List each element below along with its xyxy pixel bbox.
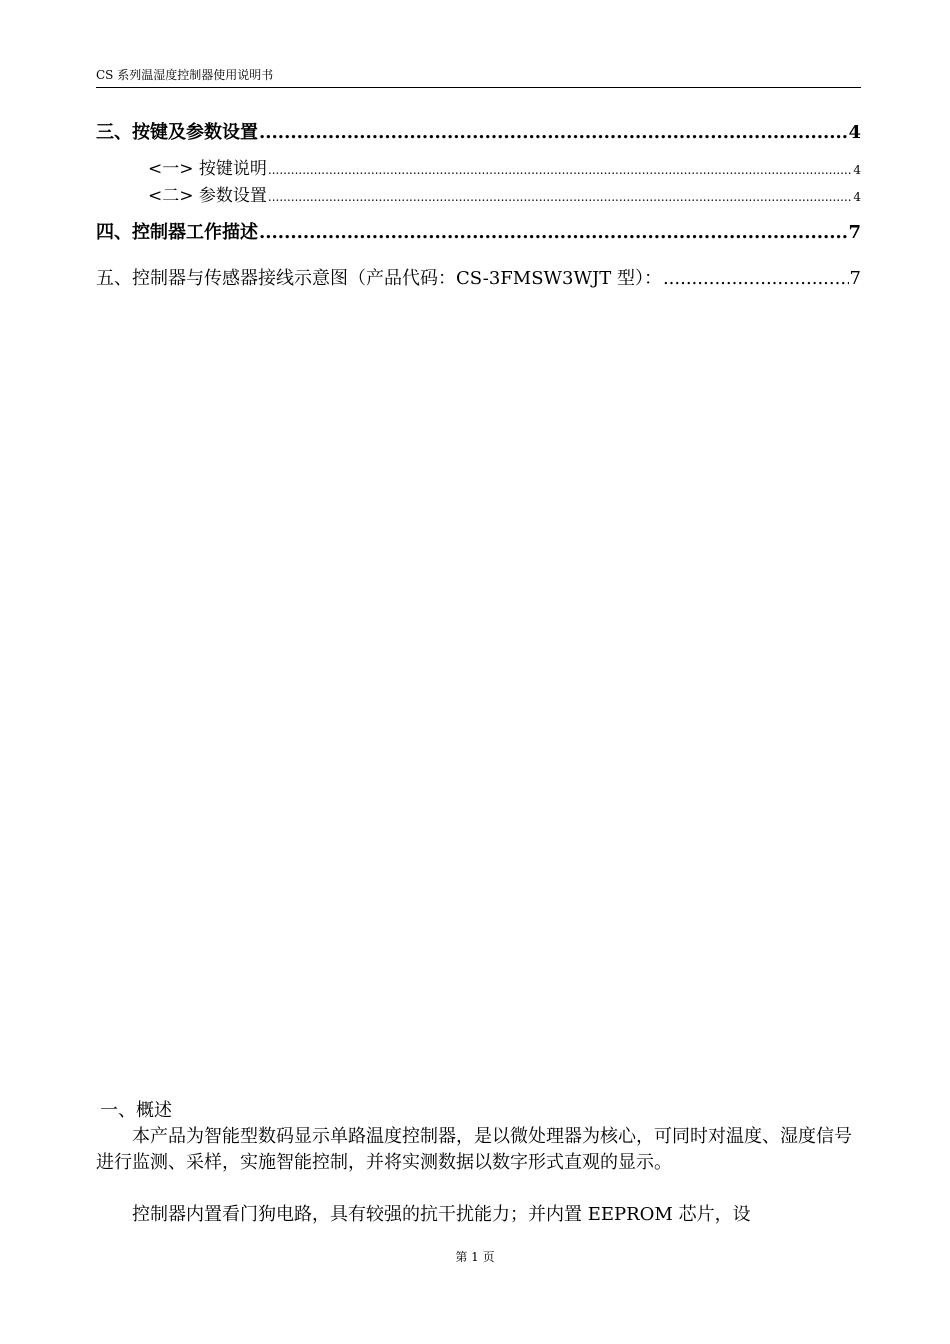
toc-entry-title: <一> 按键说明 (148, 159, 267, 179)
toc-entry[interactable] (148, 154, 861, 179)
page-number: 第 1 页 (455, 1250, 495, 1264)
toc-entry-title: 三、按键及参数设置 (96, 122, 258, 143)
toc-entry[interactable] (96, 218, 861, 244)
body-paragraph: 本产品为智能型数码显示单路温度控制器，是以微处理器为核心，可同时对温度、湿度信号进行监测、采样，实施智能控制，并将实测数据以数字形式直观的显示。 (96, 1126, 852, 1173)
toc-leader-dots (259, 122, 847, 143)
toc-entry[interactable] (96, 118, 861, 144)
toc-entry-page: 7 (848, 222, 861, 243)
toc-entry-page: 4 (853, 190, 861, 204)
toc-entry-title: <二> 参数设置 (148, 186, 267, 206)
toc-entry[interactable] (96, 264, 861, 290)
toc-entry-page: 7 (849, 268, 861, 289)
header-title: CS 系列温湿度控制器使用说明书 (96, 68, 274, 82)
toc-entry-page: 4 (853, 163, 861, 177)
header-rule (96, 87, 861, 88)
toc-entry-title: 五、控制器与传感器接线示意图（产品代码：CS-3FMSW3WJT 型）： (96, 268, 662, 289)
toc-leader-dots (259, 222, 847, 243)
body-paragraph: 控制器内置看门狗电路，具有较强的抗干扰能力；并内置 EEPROM 芯片，设 (132, 1204, 751, 1225)
toc-entry[interactable] (148, 181, 861, 206)
toc-leader-dots (268, 190, 852, 204)
section-heading: 一、概述 (100, 1100, 172, 1121)
toc-leader-dots (268, 163, 852, 177)
toc-leader-dots (663, 268, 849, 289)
toc-entry-title: 四、控制器工作描述 (96, 222, 258, 243)
toc-entry-page: 4 (848, 122, 861, 143)
